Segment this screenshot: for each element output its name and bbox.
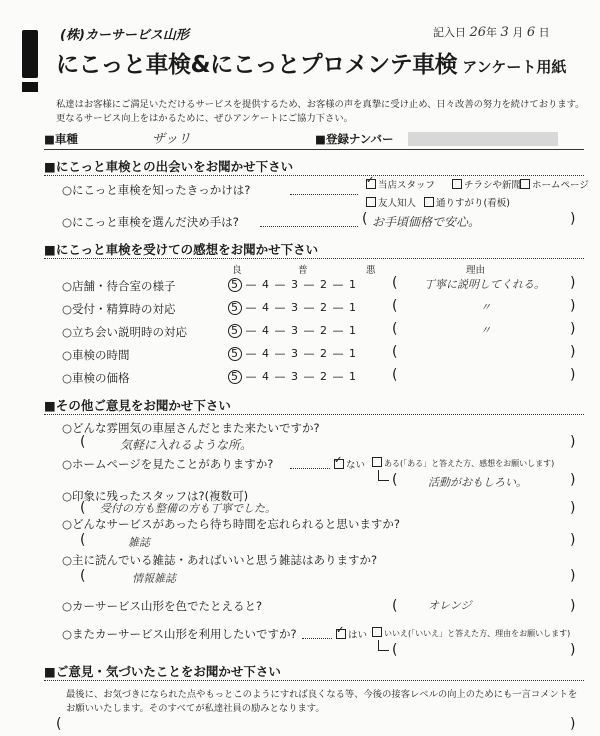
checkbox-icon[interactable] (520, 179, 530, 189)
exclamation-dot (22, 82, 38, 92)
vehicle-row-underline (44, 149, 584, 150)
reuse-yes[interactable]: ✓ はい (336, 627, 367, 641)
company-name: (株)カーサービス山形 (60, 28, 189, 43)
section2-heading: ■にこっと車検を受けての感想をお聞かせ下さい (44, 242, 319, 257)
plate-redaction (408, 132, 558, 146)
hp-bracket (378, 470, 389, 481)
intro-line-2: 更なるサービス向上をはかるために、ぜひアンケートにご協力下さい。 (56, 113, 353, 124)
entry-date: 記入日 26年 3 月 6 日 (433, 25, 550, 40)
form-title-sub: アンケート用紙 (462, 58, 567, 76)
rating-reason[interactable]: 丁寧に説明してくれる。 (424, 278, 545, 291)
col-reason: 理由 (466, 265, 486, 276)
option-staff[interactable]: ✓ 当店スタッフ (366, 177, 435, 191)
form-title-main: にこっと車検&にこっとプロメンテ車検 (56, 52, 458, 78)
s1-answer-2[interactable]: お手頃価格で安心。 (372, 215, 481, 229)
s3-question-7: ○またカーサービス山形を利用したいですか? (62, 627, 297, 641)
rating-scale[interactable]: 5 — 4 — 3 — 2 — 1 (230, 324, 357, 338)
reuse-bracket (378, 640, 389, 651)
col-bad: 悪 (366, 265, 376, 276)
s3-question-6: ○カーサービス山形を色でたとえると? (62, 599, 263, 613)
rating-scale[interactable]: 5 — 4 — 3 — 2 — 1 (230, 301, 357, 315)
s1-question-2: ○にこっと車検を選んだ決め手は? (62, 215, 239, 229)
option-passing[interactable]: 通りすがり(看板) (424, 195, 510, 209)
rating-scale[interactable]: 5 — 4 — 3 — 2 — 1 (230, 347, 357, 361)
checkbox-icon[interactable] (452, 179, 462, 189)
hp-no[interactable]: ✓ ない (334, 457, 365, 471)
comment-area[interactable] (66, 718, 566, 734)
section4-line-1: 最後に、お気づきになられた点やもっとこのようにすれば良くなる等、今後の接客レベルの向上のためにも一言コメントを (66, 689, 578, 700)
vehicle-type-value[interactable]: ザッリ (152, 132, 191, 147)
plate-label: ■登録ナンバー (315, 132, 394, 146)
s3-question-1: ○どんな雰囲気の車屋さんだとまた来たいですか? (62, 421, 320, 435)
exclamation-mark (22, 30, 38, 78)
checkbox-icon[interactable] (424, 197, 434, 207)
s1-question-1: ○にこっと車検を知ったきっかけは? (62, 183, 251, 197)
s3-question-3: ○印象に残ったスタッフは?(複数可) (62, 489, 249, 503)
checkbox-checked-icon[interactable] (366, 179, 376, 189)
checkbox-icon[interactable] (372, 457, 382, 467)
checkbox-checked-icon[interactable] (336, 629, 346, 639)
option-homepage[interactable]: ホームページ (520, 177, 589, 191)
s3-question-5: ○主に読んでいる雑誌・あればいいと思う雑誌はありますか? (62, 553, 378, 567)
s3-question-2: ○ホームページを見たことがありますか? (62, 457, 274, 471)
checkbox-icon[interactable] (366, 197, 376, 207)
col-good: 良 (232, 265, 242, 276)
rating-scale[interactable]: 5 — 4 — 3 — 2 — 1 (230, 370, 357, 384)
form-title (56, 46, 566, 79)
s3-answer-3[interactable]: 受付の方も整備の方も丁寧でした。 (100, 502, 276, 515)
hp-yes[interactable]: ある(「ある」と答えた方、感想をお願いします) (372, 457, 554, 469)
reuse-no[interactable]: いいえ(「いいえ」と答えた方、理由をお願いします) (372, 627, 570, 639)
section1-dotted-line (44, 175, 584, 176)
option-flyer[interactable]: チラシや新聞 (452, 177, 521, 191)
section4-line-2: お願いいたします。そのすべてが私達社員の励みとなります。 (66, 703, 325, 714)
s3-answer-5[interactable]: 情報雑誌 (132, 572, 176, 585)
s3-answer-4[interactable]: 雑誌 (128, 536, 150, 549)
col-normal: 普 (298, 265, 308, 276)
checkbox-icon[interactable] (372, 627, 382, 637)
checkbox-checked-icon[interactable] (334, 459, 344, 469)
rating-scale[interactable]: 5 — 4 — 3 — 2 — 1 (230, 278, 357, 292)
section3-heading: ■その他ご意見をお聞かせ下さい (44, 398, 231, 413)
s3-answer-1[interactable]: 気軽に入れるような所。 (120, 438, 253, 452)
vehicle-type-label: ■車種 (44, 132, 78, 146)
rating-reason[interactable]: 〃 (480, 324, 491, 337)
s3-question-4: ○どんなサービスがあったら待ち時間を忘れられると思いますか? (62, 517, 401, 531)
section1-heading: ■にこっと車検との出会いをお聞かせ下さい (44, 159, 294, 174)
s3-answer-6[interactable]: オレンジ (428, 599, 472, 612)
intro-line-1: 私達はお客様にご満足いただけるサービスを提供するため、お客様の声を真摯に受け止め、日々改善の努力を続けております。 (56, 99, 585, 110)
section4-heading: ■ご意見・気づいたことをお聞かせ下さい (44, 664, 281, 679)
s3-answer-2[interactable]: 活動がおもしろい。 (428, 476, 527, 489)
rating-reason[interactable]: 〃 (480, 301, 491, 314)
option-friend[interactable]: 友人知人 (366, 195, 416, 209)
